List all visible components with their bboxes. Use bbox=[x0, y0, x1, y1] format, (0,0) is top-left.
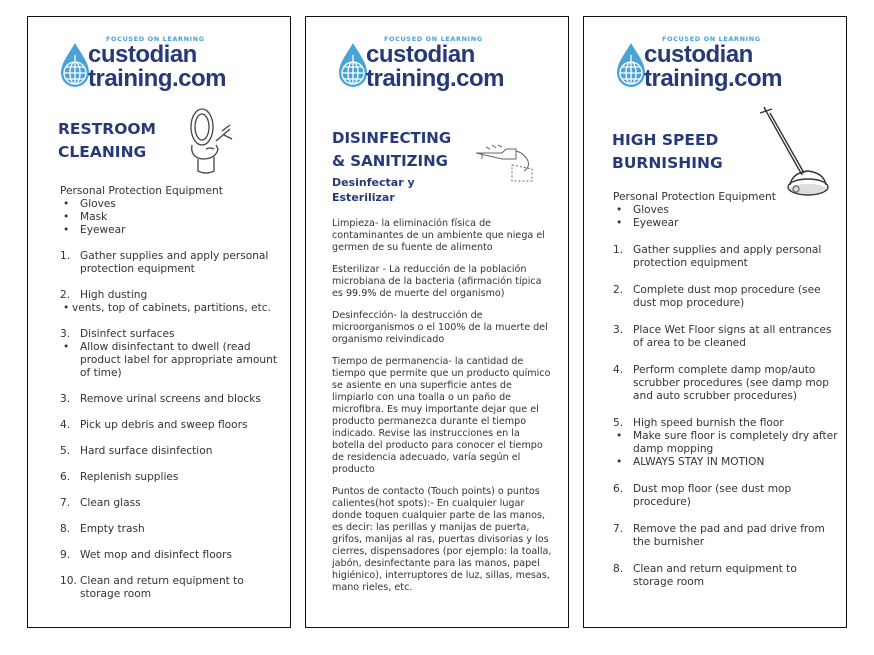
definition-paragraph: Puntos de contacto (Touch points) o puntos calientes(hot spots):- En cualquier lugar donde toquen cualquier parte de las manos, es decir: las perillas y manijas de puerta, grifos, manijas al ras, puertas divisorias y los cierres, dispensadores (por ejemplo: la toalla, jabón, desinfectante para las manos, papel higiénico), interruptores de luz, sillas, mesas, mano rieles, etc. bbox=[332, 486, 552, 593]
ppe-item: • Gloves bbox=[60, 198, 286, 211]
step bbox=[613, 364, 839, 403]
step-number: 6. bbox=[60, 471, 71, 483]
step-text: Replenish supplies bbox=[80, 471, 179, 483]
step-number: 8. bbox=[60, 523, 71, 535]
step-number: 4. bbox=[60, 419, 71, 431]
restroom-cleaning-card bbox=[27, 16, 291, 628]
step bbox=[613, 563, 839, 589]
title-line-2: & SANITIZING bbox=[332, 152, 448, 170]
globe-drop-icon bbox=[614, 41, 648, 91]
ppe-item: • Gloves bbox=[613, 204, 839, 217]
card-subtitle bbox=[332, 175, 415, 205]
step bbox=[60, 497, 286, 510]
subtitle-line-1: Desinfectar y bbox=[332, 176, 415, 189]
brand-name bbox=[366, 43, 504, 91]
title-line-1: DISINFECTING bbox=[332, 129, 452, 147]
step-sub-bullet: • vents, top of cabinets, partitions, etc. bbox=[60, 302, 286, 315]
step-text: Remove the pad and pad drive from the burnisher bbox=[633, 523, 825, 548]
step-number: 3. bbox=[60, 328, 71, 340]
step bbox=[613, 244, 839, 270]
ppe-heading: Personal Protection Equipment bbox=[613, 191, 776, 203]
brand-line2: training.com bbox=[644, 65, 783, 92]
step-text: High dusting bbox=[80, 289, 148, 301]
step-number: 4. bbox=[613, 364, 624, 376]
subtitle-line-2: Esterilizar bbox=[332, 191, 395, 204]
step-number: 2. bbox=[60, 289, 71, 301]
step bbox=[613, 417, 839, 430]
step bbox=[60, 549, 286, 562]
step bbox=[60, 445, 286, 458]
step-number: 8. bbox=[613, 563, 624, 575]
high-speed-burnishing-card bbox=[583, 16, 847, 628]
step-text: Pick up debris and sweep floors bbox=[80, 419, 248, 431]
step-number: 1. bbox=[613, 244, 624, 256]
ppe-item: • Mask bbox=[60, 211, 286, 224]
step-text: Gather supplies and apply personal protection equipment bbox=[633, 244, 822, 269]
definition-paragraph: Esterilizar - La reducción de la población microbiana de la bacteria (afirmación típica es 99.9% de muerte del organismo) bbox=[332, 264, 542, 299]
disinfecting-content bbox=[332, 218, 554, 604]
title-line-2: BURNISHING bbox=[612, 154, 723, 172]
step bbox=[60, 575, 286, 601]
burnisher-machine-icon bbox=[756, 105, 832, 205]
step-text: Clean and return equipment to storage room bbox=[633, 563, 797, 588]
globe-drop-icon bbox=[58, 41, 92, 91]
brand-tagline: FOCUSED ON LEARNING bbox=[662, 35, 761, 43]
ppe-heading: Personal Protection Equipment bbox=[60, 185, 223, 197]
step bbox=[60, 419, 286, 432]
step-text: Gather supplies and apply personal protection equipment bbox=[80, 250, 269, 275]
brand-line2: training.com bbox=[88, 65, 227, 92]
step-sub-bullet: • ALWAYS STAY IN MOTION bbox=[613, 456, 839, 469]
step-text: Clean glass bbox=[80, 497, 141, 509]
brand-line1: custodian bbox=[644, 41, 753, 68]
restroom-content bbox=[60, 185, 286, 601]
spray-bottle-icon bbox=[472, 141, 542, 185]
step-number: 6. bbox=[613, 483, 624, 495]
step-text: Place Wet Floor signs at all entrances of area to be cleaned bbox=[633, 324, 832, 349]
step-text: Complete dust mop procedure (see dust mop procedure) bbox=[633, 284, 821, 309]
step-text: Disinfect surfaces bbox=[80, 328, 175, 340]
step-number: 5. bbox=[60, 445, 71, 457]
toilet-icon bbox=[186, 105, 236, 177]
ppe-item: • Eyewear bbox=[613, 217, 839, 230]
step-text: Remove urinal screens and blocks bbox=[80, 393, 261, 405]
brand-line1: custodian bbox=[88, 41, 197, 68]
disinfecting-sanitizing-card bbox=[305, 16, 569, 628]
burnishing-content bbox=[613, 191, 839, 589]
step bbox=[60, 393, 286, 406]
brand-name bbox=[88, 43, 226, 91]
definition-paragraph: Tiempo de permanencia- la cantidad de tiempo que permite que un producto químico se asiente en una superficie antes de limpiarlo con una toalla o un paño de microfibra. Es muy importante dejar que el producto permanezca durante el tiempo indicado. Revise las instrucciones en la botella del producto para conocer el tiempo de residencia adecuado, varía según el producto bbox=[332, 356, 551, 475]
step-text: Clean and return equipment to storage room bbox=[80, 575, 244, 600]
card-title bbox=[58, 118, 156, 164]
brand-logo bbox=[584, 35, 846, 97]
step-number: 5. bbox=[613, 417, 624, 429]
step bbox=[613, 523, 839, 549]
step-number: 3. bbox=[60, 393, 71, 405]
step-text: Hard surface disinfection bbox=[80, 445, 213, 457]
brand-line1: custodian bbox=[366, 41, 475, 68]
step-number: 10. bbox=[60, 575, 77, 587]
step-number: 2. bbox=[613, 284, 624, 296]
title-line-2: CLEANING bbox=[58, 143, 147, 161]
brand-tagline: FOCUSED ON LEARNING bbox=[384, 35, 483, 43]
ppe-item: • Eyewear bbox=[60, 224, 286, 237]
globe-drop-icon bbox=[336, 41, 370, 91]
brand-logo bbox=[306, 35, 568, 97]
definition-paragraph: Limpieza- la eliminación física de contaminantes de un ambiente que niega el germen de su fuente de alimento bbox=[332, 218, 545, 253]
ppe-list bbox=[613, 204, 839, 230]
step-number: 7. bbox=[60, 497, 71, 509]
brand-logo bbox=[28, 35, 290, 97]
step-text: Wet mop and disinfect floors bbox=[80, 549, 233, 561]
step-number: 1. bbox=[60, 250, 71, 262]
step bbox=[613, 483, 839, 509]
ppe-list bbox=[60, 198, 286, 237]
brand-line2: training.com bbox=[366, 65, 505, 92]
step bbox=[60, 471, 286, 484]
title-line-1: RESTROOM bbox=[58, 120, 156, 138]
brand-name bbox=[644, 43, 782, 91]
step-number: 9. bbox=[60, 549, 71, 561]
step-text: Empty trash bbox=[80, 523, 145, 535]
step-number: 7. bbox=[613, 523, 624, 535]
step bbox=[60, 523, 286, 536]
title-line-1: HIGH SPEED bbox=[612, 131, 719, 149]
step bbox=[60, 328, 286, 341]
definition-paragraph: Desinfección- la destrucción de microorganismos o el 100% de la muerte del organismo reivindicado bbox=[332, 310, 548, 345]
step bbox=[60, 289, 286, 302]
step-sub-bullet: • Allow disinfectant to dwell (read product label for appropriate amount of time) bbox=[60, 341, 286, 380]
step-sub-bullet: • Make sure floor is completely dry after damp mopping bbox=[613, 430, 839, 456]
step bbox=[613, 284, 839, 310]
step bbox=[613, 324, 839, 350]
step-text: Perform complete damp mop/auto scrubber procedures (see damp mop and auto scrubber procedures) bbox=[633, 364, 829, 402]
step-text: Dust mop floor (see dust mop procedure) bbox=[633, 483, 792, 508]
card-title bbox=[612, 129, 723, 175]
step-text: High speed burnish the floor bbox=[633, 417, 784, 429]
brand-tagline: FOCUSED ON LEARNING bbox=[106, 35, 205, 43]
step bbox=[60, 250, 286, 276]
card-title bbox=[332, 127, 451, 173]
step-number: 3. bbox=[613, 324, 624, 336]
